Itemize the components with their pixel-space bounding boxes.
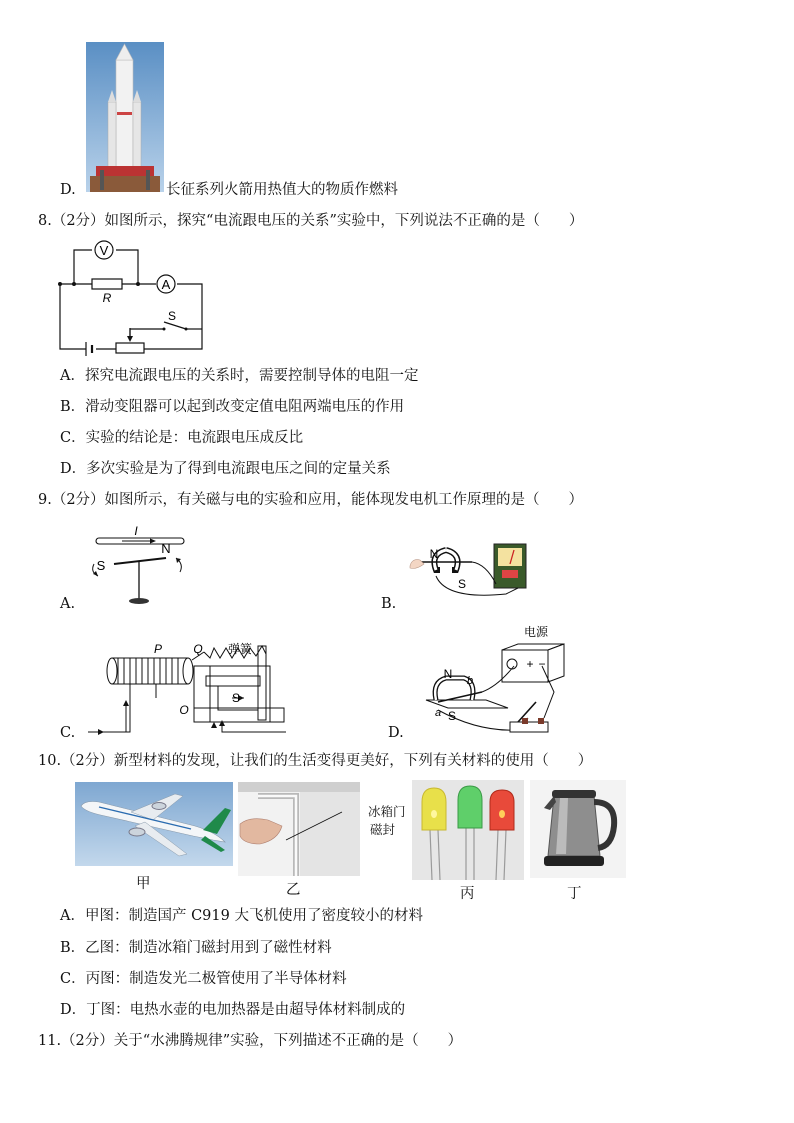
option-letter: D. — [388, 725, 404, 741]
svg-text:−: − — [538, 657, 546, 671]
option-letter: C. — [60, 725, 76, 741]
svg-text:O: O — [179, 703, 189, 717]
svg-text:S: S — [457, 577, 467, 591]
led-image — [412, 780, 524, 880]
figure-relay — [86, 638, 286, 738]
figure-induction — [406, 540, 532, 602]
fridge-label-1: 冰箱门 — [368, 804, 406, 819]
option-letter: B. — [381, 596, 397, 612]
kettle-image — [530, 780, 626, 878]
option-c: C．丙图：制造发光二极管使用了半导体材料 — [60, 971, 347, 987]
caption-bing: 丙 — [460, 886, 475, 902]
resistor-label: R — [102, 291, 112, 305]
svg-text:I: I — [134, 524, 138, 538]
question-stem: 11.（2分）关于“水沸腾规律”实验，下列描述不正确的是（ ） — [38, 1033, 463, 1049]
option-text: 长征系列火箭用热值大的物质作燃料 — [166, 182, 398, 198]
svg-text:S: S — [447, 709, 457, 723]
option-d: D．丁图：电热水壶的电加热器是由超导体材料制成的 — [60, 1002, 406, 1018]
question-stem: 8.（2分）如图所示，探究“电流跟电压的关系”实验中，下列说法不正确的是（ ） — [38, 213, 584, 229]
fridge-seal-image — [238, 782, 360, 876]
svg-text:S: S — [96, 558, 106, 573]
option-a: A．探究电流跟电压的关系时，需要控制导体的电阻一定 — [60, 368, 419, 384]
option-b: B．乙图：制造冰箱门磁封用到了磁性材料 — [60, 940, 332, 956]
ammeter-label: A — [161, 277, 171, 292]
question-stem: 10.（2分）新型材料的发现，让我们的生活变得更美好，下列有关材料的使用（ ） — [38, 753, 593, 769]
option-letter: D. — [60, 182, 76, 198]
voltmeter-label: V — [99, 243, 109, 258]
caption-yi: 乙 — [286, 882, 301, 898]
figure-oersted — [84, 520, 194, 610]
svg-text:弹簧: 弹簧 — [227, 642, 253, 656]
svg-text:Q: Q — [193, 642, 203, 656]
switch-label: S — [167, 309, 177, 323]
caption-jia: 甲 — [136, 876, 151, 892]
figure-motor — [418, 622, 568, 738]
option-c: C．实验的结论是：电流跟电压成反比 — [60, 430, 304, 446]
question-stem: 9.（2分）如图所示，有关磁与电的实验和应用，能体现发电机工作原理的是（ ） — [38, 492, 584, 508]
svg-text:电源: 电源 — [523, 625, 549, 639]
svg-text:P: P — [153, 642, 163, 656]
option-d: D．多次实验是为了得到电流跟电压之间的定量关系 — [60, 461, 391, 477]
svg-text:N: N — [161, 541, 171, 556]
option-a: A．甲图：制造国产 C919 大飞机使用了密度较小的材料 — [60, 908, 423, 924]
option-letter: A. — [60, 596, 76, 612]
rocket-image — [86, 42, 164, 192]
svg-text:N: N — [443, 667, 453, 681]
option-b: B．滑动变阻器可以起到改变定值电阻两端电压的作用 — [60, 399, 405, 415]
svg-text:a: a — [434, 707, 442, 719]
svg-text:N: N — [429, 547, 439, 561]
circuit-diagram — [52, 236, 212, 356]
fridge-label-2: 磁封 — [370, 822, 396, 837]
svg-text:+: + — [526, 657, 534, 671]
caption-ding: 丁 — [567, 886, 582, 902]
svg-text:b: b — [466, 675, 474, 687]
svg-text:S: S — [231, 691, 241, 705]
airplane-image — [75, 782, 233, 866]
